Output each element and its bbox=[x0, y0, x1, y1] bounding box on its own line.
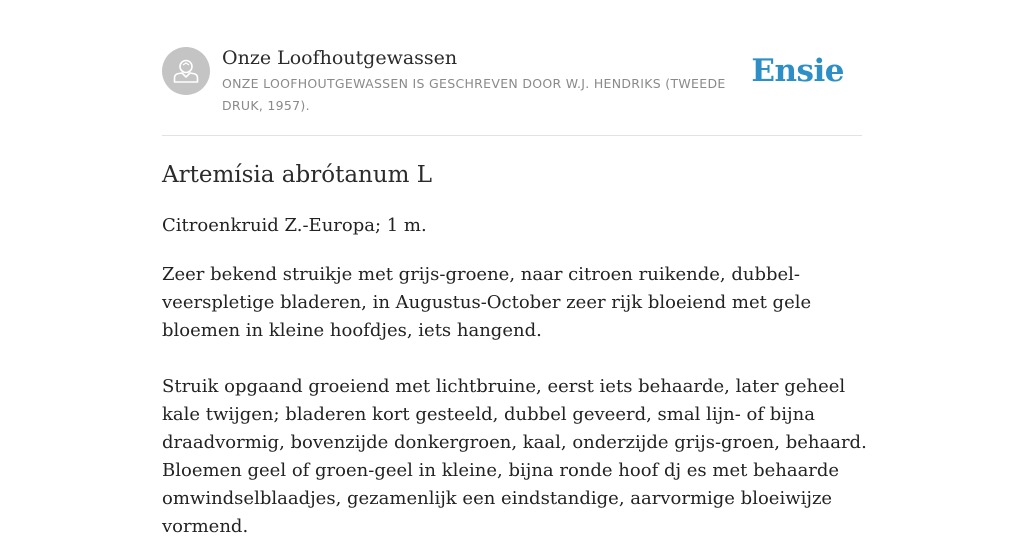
entry-content bbox=[162, 212, 872, 541]
avatar[interactable] bbox=[162, 47, 210, 95]
source-title[interactable]: Onze Loofhoutgewassen bbox=[222, 47, 458, 69]
source-description: ONZE LOOFHOUTGEWASSEN IS GESCHREVEN DOOR W.J. HENDRIKS (TWEEDE DRUK, 1957). bbox=[222, 76, 726, 113]
user-outline-icon bbox=[162, 47, 210, 95]
entry-subtitle: Citroenkruid Z.-Europa; 1 m. bbox=[162, 215, 427, 236]
source-header bbox=[162, 46, 862, 116]
entry-title: Artemísia abrótanum L bbox=[162, 162, 433, 188]
entry-paragraph: Struik opgaand groeiend met lichtbruine, eerst iets behaarde, later geheel kale twijgen; bladeren kort gesteeld, dubbel geveerd, smal lijn- of bijna draadvormig, bovenzijde donkergroen, kaal, onderzijde grijs-groen, behaard. Bloemen geel of groen-geel in kleine, bijna ronde hoof dj es met behaarde omwindselblaadjes, gezamenlijk een eindstandige, aarvormige bloeiwijze vormend. bbox=[162, 376, 867, 537]
brand-logo[interactable]: Ensie bbox=[751, 53, 844, 89]
entry-paragraph: Zeer bekend struikje met grijs-groene, naar citroen ruikende, dubbel-veerspletige bladeren, in Augustus-October zeer rijk bloeiend met gele bloemen in kleine hoofdjes, iets hangend. bbox=[162, 264, 812, 341]
header-divider bbox=[162, 135, 862, 136]
